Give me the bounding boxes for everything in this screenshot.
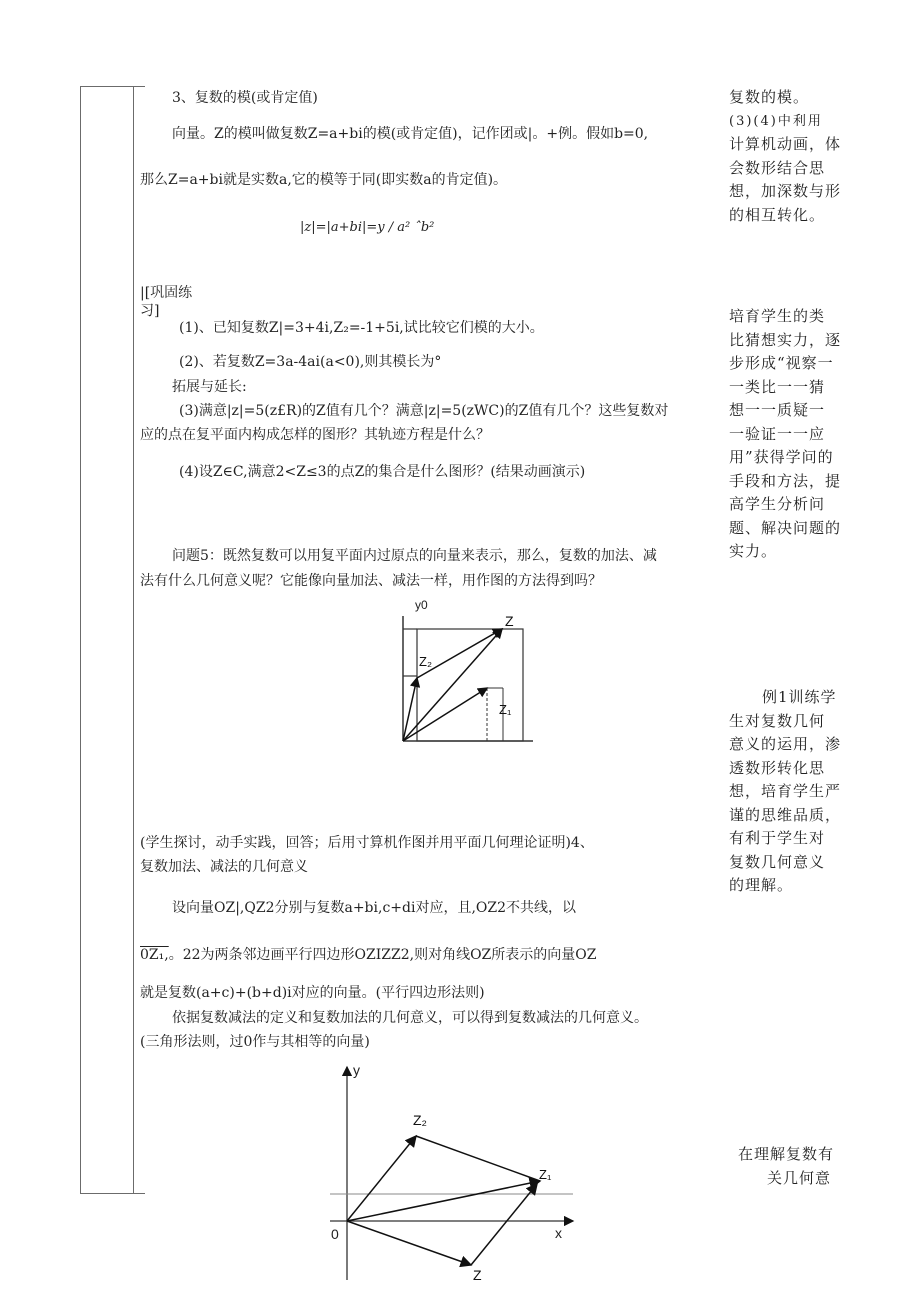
note3-line: 生对复数几何 <box>729 711 826 730</box>
note-block-4 <box>738 1143 835 1190</box>
vector-oz1 <box>403 688 487 741</box>
exercise-3-line1: (3)满意|z|=5(z£R)的Z值有几个？满意|z|=5(zWC)的Z值有几个？这些复数对 <box>179 403 669 419</box>
note2-line: 一验证一一应 <box>729 424 826 443</box>
figure2-x-label: x <box>555 1225 562 1241</box>
note3-line: 想，培育学生严 <box>729 782 842 800</box>
vector-oz-fig2 <box>347 1221 471 1265</box>
question5-label: 问题 <box>172 548 200 564</box>
figure2-z1-label: Z₁ <box>539 1167 552 1182</box>
exercise-2: (2)、若复数Z=3a-4ai(a<0),则其模长为° <box>179 354 442 370</box>
triangle-rule-figure <box>325 1055 585 1285</box>
parallelogram-figure <box>395 596 535 746</box>
note3-line: 谨的思维品质， <box>729 805 842 824</box>
note1-line: 想，加深数与形 <box>729 182 842 200</box>
figure1-y-label: y0 <box>415 598 428 612</box>
frame-column-divider <box>133 86 134 1194</box>
vector-def-line2-text: 。22为两条邻边画平行四边形OZIZZ2,则对角线OZ所表示的向量OZ <box>168 947 597 963</box>
note2-line: 实力。 <box>729 542 778 560</box>
figure1-box <box>417 629 523 741</box>
note1-line: 复数的模。 <box>729 88 810 106</box>
figure1-z1-label: Z₁ <box>499 702 512 717</box>
note2-line: 步形成“视察一 <box>729 354 834 372</box>
note1-line: (3)(4)中利用 <box>729 113 823 129</box>
practice-label-line2: 习] <box>140 303 160 319</box>
vector-oz1-symbol: 0Z₁, <box>140 947 169 963</box>
note3-line: 透数形转化思 <box>729 758 826 777</box>
subtraction-line2: (三角形法则，过0作与其相等的向量) <box>140 1034 370 1050</box>
note-block-2 <box>729 305 841 564</box>
figure1-z-label: Z <box>505 613 514 629</box>
frame-bottom-border <box>80 1193 145 1194</box>
vector-def-line2 <box>140 945 596 965</box>
note1-line: 的相互转化。 <box>729 205 826 224</box>
note4-line: 在理解复数有 <box>738 1145 835 1163</box>
modulus-formula: |z|=|a+bi|=y / a² ˆb² <box>300 220 435 235</box>
frame-top-border <box>80 86 145 87</box>
section3-title: 3、复数的模(或肯定值) <box>172 90 318 106</box>
figure2-y-label: y <box>353 1062 360 1078</box>
vector-def-line1: 设向量OZ|,QZ2分别与复数a+bi,c+di对应，且,OZ2不共线，以 <box>172 900 577 916</box>
student-activity-line2: 复数加法、减法的几何意义 <box>140 859 308 875</box>
note1-line: 计算机动画，体 <box>729 135 842 153</box>
note3-line: 有利于学生对 <box>729 829 826 847</box>
note2-line: 一类比一一猜 <box>729 377 826 396</box>
exercise-1: (1)、已知复数Z|=3+4i,Z₂=-1+5i,试比较它们模的大小。 <box>179 320 544 336</box>
vector-oz2 <box>403 678 417 741</box>
frame-left-border <box>80 86 81 1194</box>
note-block-1 <box>729 86 841 227</box>
note1-line: 会数形结合思 <box>729 158 826 177</box>
note3-line: 的理解。 <box>729 876 794 894</box>
student-activity-line1: (学生探讨，动手实践，回答；后用寸算机作图并用平面几何理论证明)4、 <box>140 835 594 851</box>
practice-label-line1: |[巩固练 <box>140 285 193 301</box>
exercise-3-line2: 应的点在复平面内构成怎样的图形？其轨迹方程是什么？ <box>140 427 490 443</box>
vector-def-line3: 就是复数(a+c)+(b+d)i对应的向量。(平行四边形法则) <box>140 985 485 1001</box>
note2-line: 高学生分析问 <box>729 495 826 513</box>
note3-line: 例1训练学 <box>762 688 837 706</box>
note4-line: 关几何意 <box>766 1168 831 1187</box>
note2-line: 培育学生的类 <box>729 307 826 325</box>
figure2-z-label: Z <box>473 1267 482 1283</box>
vector-z-z1-fig2 <box>471 1184 537 1265</box>
extension-label: 拓展与延长: <box>172 379 247 395</box>
figure2-origin-label: 0 <box>331 1226 339 1242</box>
note2-line: 手段和方法，提 <box>729 471 842 490</box>
note2-line: 用”获得学问的 <box>729 448 834 466</box>
question5-line1 <box>172 546 657 566</box>
vector-z2z1-fig2 <box>416 1136 540 1181</box>
note2-line: 题、解决问题的 <box>729 518 842 537</box>
subtraction-line1: 依据复数减法的定义和复数加法的几何意义，可以得到复数减法的几何意义。 <box>172 1010 648 1026</box>
figure1-z2-label: Z₂ <box>419 654 432 669</box>
para1-line2: 那么Z=a+bi就是实数a,它的模等于同(即实数a的肯定值)。 <box>140 172 508 188</box>
question5-line2: 法有什么几何意义呢？它能像向量加法、减法一样，用作图的方法得到吗？ <box>140 573 602 589</box>
note-block-3 <box>729 686 841 898</box>
note3-line: 复数几何意义 <box>729 852 826 871</box>
exercise-4: (4)设Z∈C,满意2<Z≤3的点Z的集合是什么图形？(结果动画演示) <box>179 464 586 480</box>
question5-text: 5：既然复数可以用复平面内过原点的向量来表示，那么，复数的加法、减 <box>200 548 657 564</box>
figure2-z2-label: Z₂ <box>413 1112 427 1128</box>
note2-line: 想一一质疑一 <box>729 401 826 419</box>
note3-line: 意义的运用，渗 <box>729 735 842 753</box>
note2-line: 比猜想实力，逐 <box>729 330 842 349</box>
para1-line1: 向量。Z的模叫做复数Z=a+bi的模(或肯定值)，记作团或|。+例。假如b=0, <box>172 126 649 142</box>
